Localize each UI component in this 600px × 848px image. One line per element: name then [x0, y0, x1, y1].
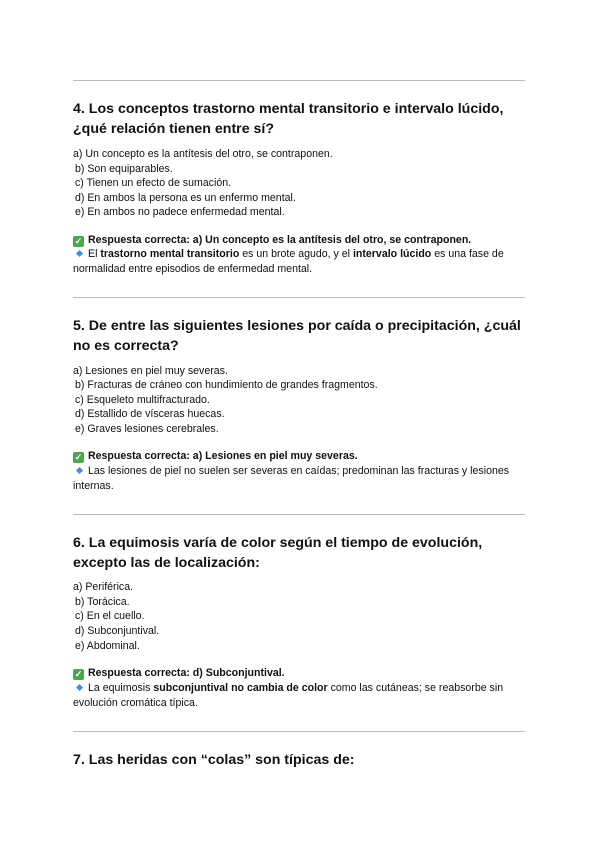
q4-option-d: d) En ambos la persona es un enfermo mental. [75, 192, 296, 204]
q6-option-a: a) Periférica. [73, 581, 134, 593]
q5-option-e: e) Graves lesiones cerebrales. [75, 423, 219, 435]
q6-option-c: c) En el cuello. [75, 610, 145, 622]
bullet-diamond-icon [76, 467, 83, 474]
question-5-title: 5. De entre las siguientes lesiones por caída o precipitación, ¿cuál no es correcta? [73, 318, 521, 354]
q6-answer [73, 666, 285, 680]
bullet-diamond-icon [76, 250, 83, 257]
q4-option-e: e) En ambos no padece enfermedad mental. [75, 206, 285, 218]
q4-answer-text: Respuesta correcta: a) Un concepto es la antítesis del otro, se contraponen. [88, 234, 472, 246]
separator [73, 514, 525, 515]
q4-option-a: a) Un concepto es la antítesis del otro, se contraponen. [73, 148, 333, 160]
check-icon: ✓ [74, 452, 83, 462]
q5-answer [73, 449, 358, 463]
q5-option-a: a) Lesiones en piel muy severas. [73, 365, 228, 377]
q5-option-d: d) Estallido de vísceras huecas. [75, 408, 225, 420]
separator [73, 731, 525, 732]
question-7-title: 7. Las heridas con “colas” son típicas de: [73, 752, 355, 768]
q6-option-e: e) Abdominal. [75, 640, 140, 652]
question-6-title: 6. La equimosis varía de color según el tiempo de evolución, excepto las de localización: [73, 535, 483, 571]
question-4-title: 4. Los conceptos trastorno mental transitorio e intervalo lúcido, ¿qué relación tienen entre sí? [73, 101, 504, 137]
separator [73, 80, 525, 81]
check-icon: ✓ [74, 236, 83, 246]
q6-option-d: d) Subconjuntival. [75, 625, 160, 637]
q4-explanation: El trastorno mental transitorio es un brote agudo, y el intervalo lúcido es una fase de normalidad entre episodios de enfermedad mental. [73, 248, 504, 275]
q6-explanation: La equimosis subconjuntival no cambia de color como las cutáneas; se reabsorbe sin evolución cromática típica. [73, 682, 504, 709]
q4-option-b: b) Son equiparables. [75, 163, 173, 175]
bullet-diamond-icon [76, 684, 83, 691]
q6-option-b: b) Torácica. [75, 596, 130, 608]
q5-answer-text: Respuesta correcta: a) Lesiones en piel muy severas. [88, 450, 358, 462]
q5-explanation: Las lesiones de piel no suelen ser severas en caídas; predominan las fracturas y lesiones internas. [73, 465, 510, 492]
q5-option-c: c) Esqueleto multifracturado. [75, 394, 210, 406]
separator [73, 297, 525, 298]
q5-option-b: b) Fracturas de cráneo con hundimiento de grandes fragmentos. [75, 379, 378, 391]
q4-answer [73, 233, 471, 247]
q4-option-c: c) Tienen un efecto de sumación. [75, 177, 232, 189]
check-icon: ✓ [74, 669, 83, 679]
q6-answer-text: Respuesta correcta: d) Subconjuntival. [88, 667, 285, 679]
